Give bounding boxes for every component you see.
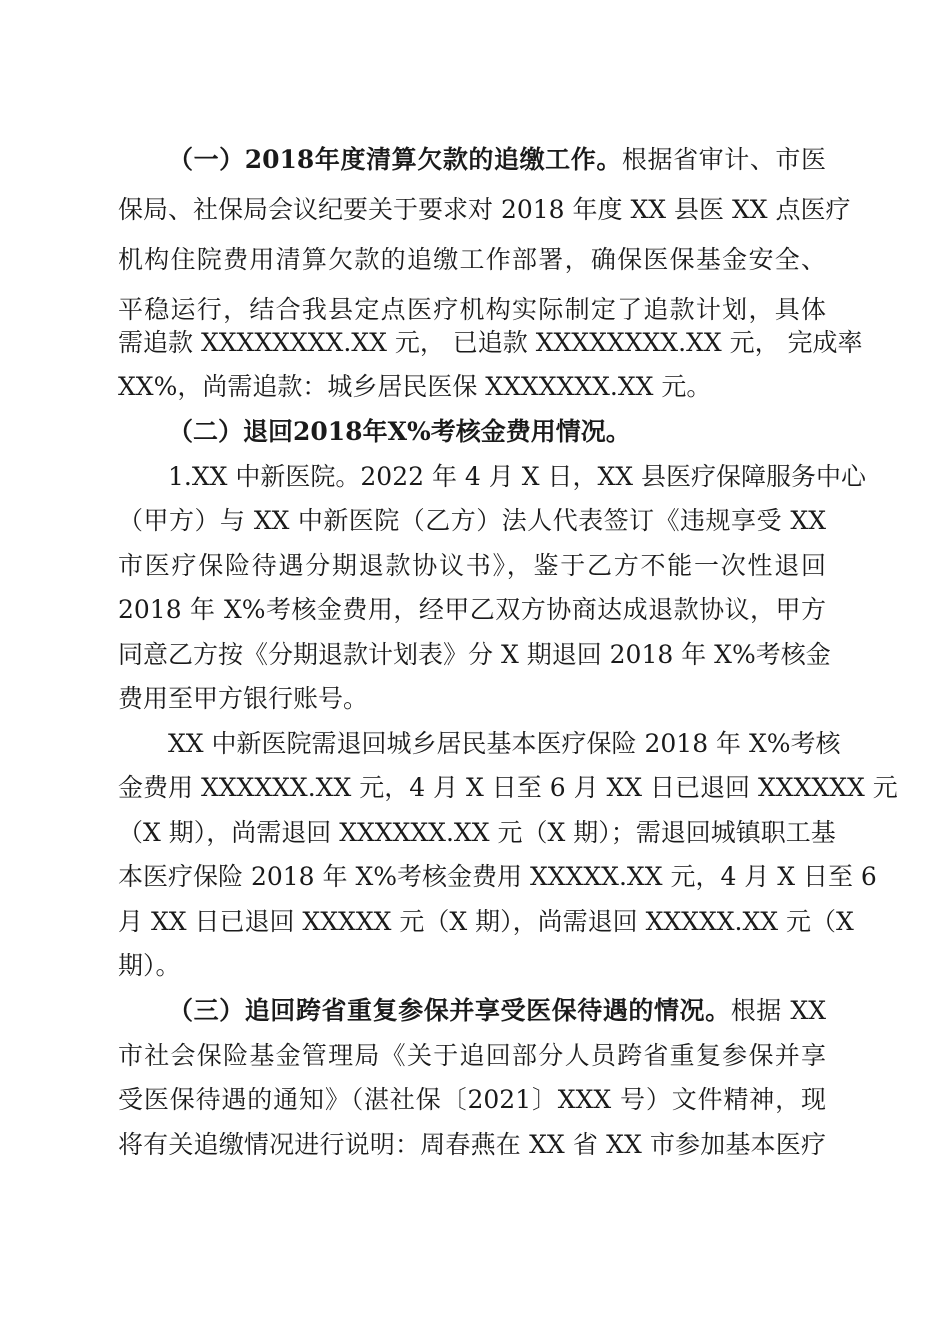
paragraph-line: 受医保待遇的通知》（湛社保〔2021〕XXX 号）文件精神，现 — [118, 1085, 826, 1114]
paragraph-line — [168, 410, 826, 454]
paragraph-line: 机构住院费用清算欠款的追缴工作部署，确保医保基金安全、 — [118, 245, 826, 274]
paragraph-line: 市医疗保险待遇分期退款协议书》，鉴于乙方不能一次性退回 — [118, 551, 826, 580]
paragraph-line: （甲方）与 XX 中新医院（乙方）法人代表签订《违规享受 XX — [118, 506, 826, 535]
paragraph-line: 保局、社保局会议纪要关于要求对 2018 年度 XX 县医 XX 点医疗 — [118, 195, 851, 224]
paragraph-line: 金费用 XXXXXX.XX 元，4 月 X 日至 6 月 XX 日已退回 XXXXXX 元 — [118, 773, 898, 802]
section-heading: （三）追回跨省重复参保并享受医保待遇的情况。 — [168, 996, 731, 1025]
paragraph-line: 费用至甲方银行账号。 — [118, 684, 369, 713]
paragraph-line: XX%，尚需追款：城乡居民医保 XXXXXXX.XX 元。 — [118, 372, 712, 401]
paragraph-line: 平稳运行，结合我县定点医疗机构实际制定了追款计划，具体 — [118, 295, 826, 324]
paragraph-line: （X 期），尚需退回 XXXXXX.XX 元（X 期）；需退回城镇职工基 — [118, 818, 836, 847]
line-text: 根据 XX — [730, 996, 826, 1025]
paragraph-line: 本医疗保险 2018 年 X%考核金费用 XXXXX.XX 元，4 月 X 日至 6 — [118, 862, 877, 891]
section-heading: （二）退回2018年X%考核金费用情况。 — [168, 417, 631, 446]
paragraph-line: 期）。 — [118, 951, 181, 980]
paragraph-line: 同意乙方按《分期退款计划表》分 X 期退回 2018 年 X%考核金 — [118, 640, 831, 669]
paragraph-line: 月 XX 日已退回 XXXXX 元（X 期），尚需退回 XXXXX.XX 元（X — [118, 907, 854, 936]
paragraph-line — [168, 138, 826, 182]
paragraph-line: 需追款 XXXXXXXX.XX 元， 已追款 XXXXXXXX.XX 元， 完成率 — [118, 328, 863, 357]
section-heading: （一）2018年度清算欠款的追缴工作。 — [168, 145, 622, 174]
paragraph-line: 2018 年 X%考核金费用，经甲乙双方协商达成退款协议，甲方 — [118, 595, 826, 624]
paragraph-line: 1.XX 中新医院。2022 年 4 月 X 日，XX 县医疗保障服务中心 — [168, 462, 866, 491]
paragraph-line: 将有关追缴情况进行说明：周春燕在 XX 省 XX 市参加基本医疗 — [118, 1130, 826, 1159]
line-text: 根据省审计、市医 — [621, 145, 826, 174]
paragraph-line: XX 中新医院需退回城乡居民基本医疗保险 2018 年 X%考核 — [168, 729, 841, 758]
paragraph-line: 市社会保险基金管理局《关于追回部分人员跨省重复参保并享 — [118, 1041, 826, 1070]
paragraph-line — [168, 989, 826, 1033]
